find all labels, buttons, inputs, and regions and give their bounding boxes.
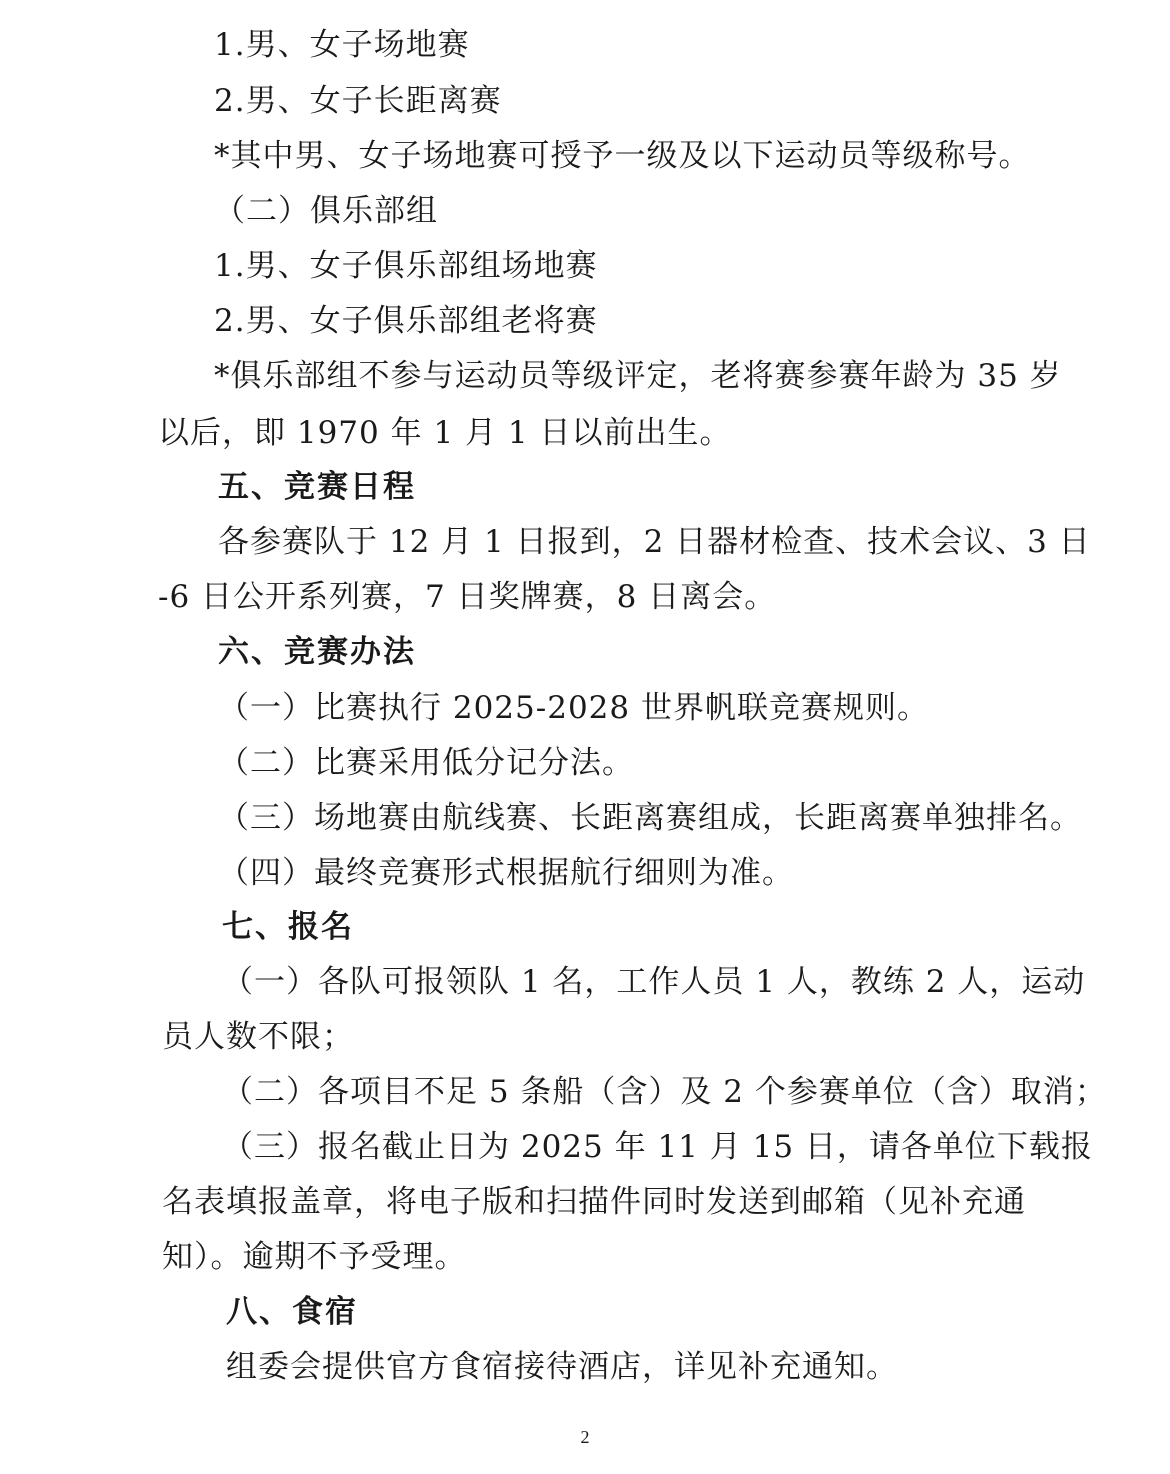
section-heading-registration: 七、报名 — [222, 909, 354, 945]
accommodation-text: 组委会提供官方食宿接待酒店，详见补充通知。 — [226, 1349, 898, 1385]
item-club-veteran-race: 2.男、女子俱乐部组老将赛 — [214, 303, 598, 339]
item-men-women-long-distance: 2.男、女子长距离赛 — [214, 83, 502, 119]
method-item-4: （四）最终竞赛形式根据航行细则为准。 — [218, 855, 794, 891]
item-men-women-field-race: 1.男、女子场地赛 — [214, 27, 470, 63]
method-item-3: （三）场地赛由航线赛、长距离赛组成，长距离赛单独排名。 — [218, 800, 1082, 836]
section-heading-accommodation: 八、食宿 — [226, 1294, 358, 1330]
registration-item-1-cont: 员人数不限； — [162, 1019, 354, 1055]
method-item-1: （一）比赛执行 2025-2028 世界帆联竞赛规则。 — [218, 690, 929, 726]
method-item-2: （二）比赛采用低分记分法。 — [218, 745, 634, 781]
section-heading-schedule: 五、竞赛日程 — [218, 469, 416, 505]
subsection-club-group: （二）俱乐部组 — [214, 193, 438, 229]
registration-item-3-cont-2: 知）。逾期不予受理。 — [162, 1239, 467, 1275]
item-club-field-race: 1.男、女子俱乐部组场地赛 — [214, 248, 598, 284]
section-heading-competition-method: 六、竞赛办法 — [218, 634, 416, 670]
registration-item-1: （一）各队可报领队 1 名，工作人员 1 人，教练 2 人，运动 — [222, 964, 1086, 1000]
registration-item-3-cont-1: 名表填报盖章，将电子版和扫描件同时发送到邮箱（见补充通 — [162, 1184, 1026, 1220]
note-club-veteran-age: *俱乐部组不参与运动员等级评定，老将赛参赛年龄为 35 岁 — [214, 358, 1062, 394]
registration-item-3: （三）报名截止日为 2025 年 11 月 15 日，请各单位下载报 — [222, 1129, 1093, 1165]
note-grade-titles: *其中男、女子场地赛可授予一级及以下运动员等级称号。 — [214, 138, 1031, 174]
page-number: 2 — [580, 1427, 590, 1447]
schedule-text-cont: -6 日公开系列赛，7 日奖牌赛，8 日离会。 — [158, 579, 777, 615]
registration-item-2: （二）各项目不足 5 条船（含）及 2 个参赛单位（含）取消； — [222, 1074, 1107, 1110]
schedule-text: 各参赛队于 12 月 1 日报到，2 日器材检查、技术会议、3 日 — [218, 524, 1091, 560]
note-club-veteran-age-cont: 以后，即 1970 年 1 月 1 日以前出生。 — [158, 415, 732, 451]
